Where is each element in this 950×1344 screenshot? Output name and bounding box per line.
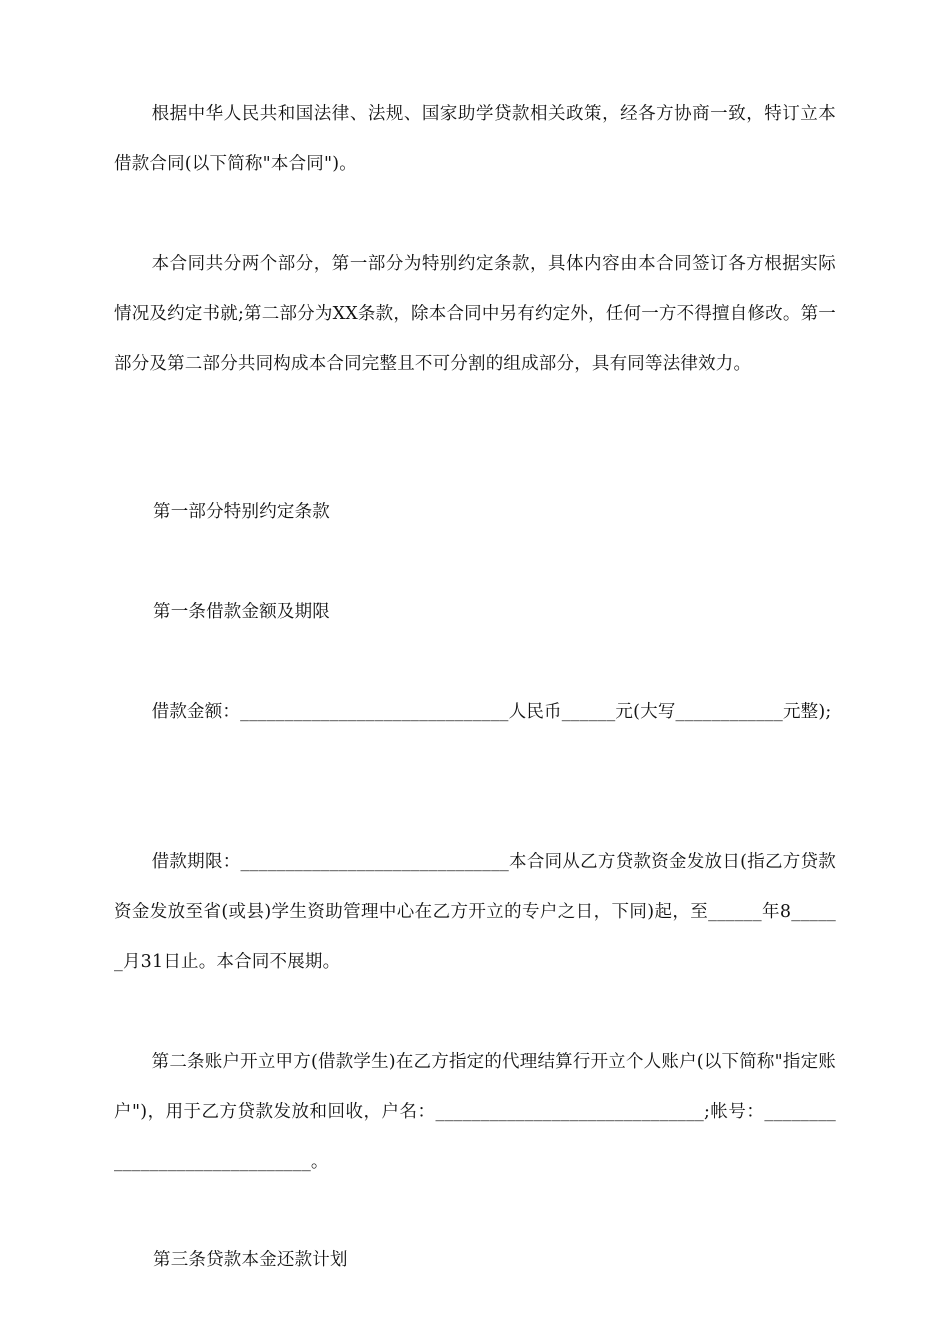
intro-paragraph: 根据中华人民共和国法律、法规、国家助学贷款相关政策，经各方协商一致，特订立本借款合同(以下简称"本合同")。 <box>114 104 836 174</box>
article-one-heading: 第一条借款金额及期限 <box>153 602 330 622</box>
account-paragraph: 第二条账户开立甲方(借款学生)在乙方指定的代理结算行开立个人账户(以下简称"指定账户")，用于乙方贷款发放和回收，户名：______________________________;帐号：______________________________。 <box>114 1052 836 1172</box>
structure-paragraph: 本合同共分两个部分，第一部分为特别约定条款，具体内容由本合同签订各方根据实际情况及约定书就;第二部分为XX条款，除本合同中另有约定外，任何一方不得擅自修改。第一部分及第二部分共同构成本合同完整且不可分割的组成部分，具有同等法律效力。 <box>114 254 836 374</box>
loan-term-paragraph: 借款期限：______________________________本合同从乙方贷款资金发放日(指乙方贷款资金发放至省(或县)学生资助管理中心在乙方开立的专户之日，下同)起，至______年8______月31日止。本合同不展期。 <box>114 852 836 972</box>
loan-amount-paragraph: 借款金额：______________________________人民币______元(大写____________元整); <box>151 702 832 722</box>
part-one-heading: 第一部分特别约定条款 <box>153 502 330 522</box>
article-three-heading: 第三条贷款本金还款计划 <box>153 1250 348 1270</box>
